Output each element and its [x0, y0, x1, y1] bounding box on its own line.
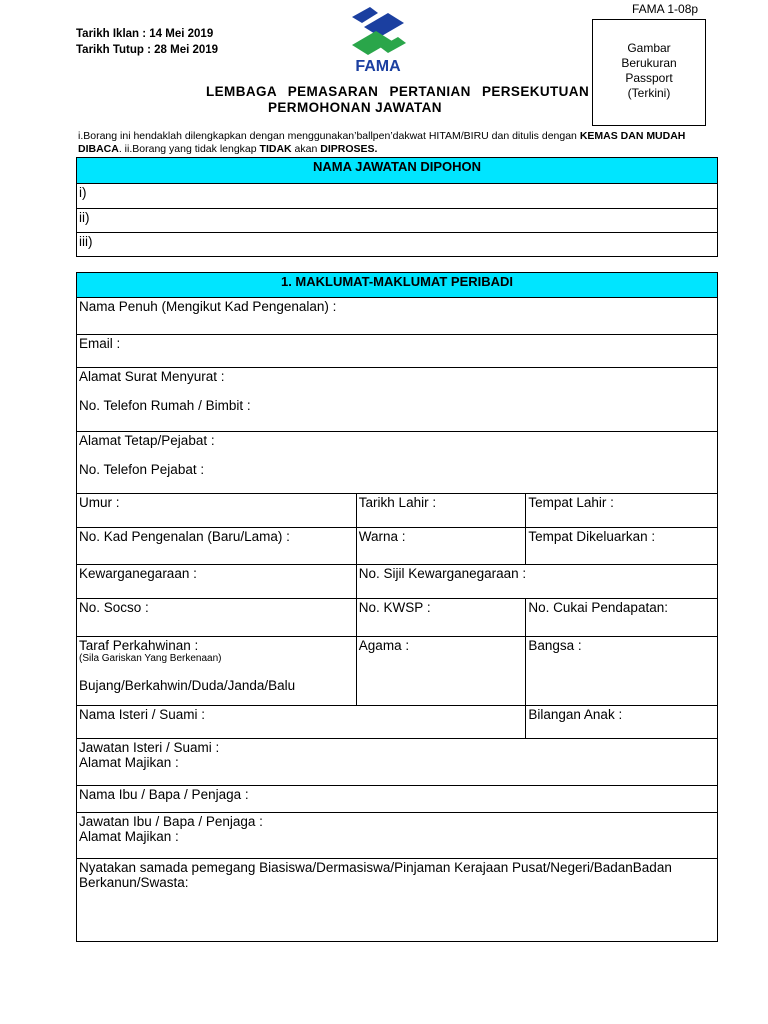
tempat-lahir-field[interactable]: [526, 494, 718, 528]
email-field[interactable]: [77, 335, 718, 368]
nama-penuh-label: Nama Penuh (Mengikut Kad Pengenalan) :: [79, 299, 337, 314]
telefon-pejabat-label: No. Telefon Pejabat :: [79, 462, 205, 477]
alamat-majikan-label: Alamat Majikan :: [79, 755, 179, 770]
jawatan-heading: NAMA JAWATAN DIPOHON: [77, 158, 718, 184]
nama-penuh-field[interactable]: [77, 298, 718, 335]
alamat-surat-field[interactable]: [77, 368, 718, 432]
nama-ibu-field[interactable]: [77, 786, 718, 813]
photo-box-line: (Terkini): [627, 85, 671, 100]
taraf-options: Bujang/Berkahwin/Duda/Janda/Balu: [79, 678, 296, 693]
title-line1: LEMBAGA PEMASARAN PERTANIAN PERSEKUTUAN: [206, 84, 590, 99]
peribadi-table: [76, 272, 718, 942]
page-title: [206, 84, 589, 116]
fama-logo: [348, 5, 408, 73]
tarikh-lahir-field[interactable]: [356, 494, 526, 528]
title-line2: PERMOHONAN JAWATAN: [268, 100, 442, 115]
warna-field[interactable]: [356, 528, 526, 565]
photo-box-line: Gambar: [627, 40, 671, 55]
agama-label: Agama :: [358, 638, 410, 653]
jawatan-table: [76, 157, 718, 257]
jawatan-isteri-label: Jawatan Isteri / Suami :: [79, 740, 220, 755]
tempat-lahir-label: Tempat Lahir :: [528, 495, 614, 510]
instr-part1: i.Borang ini hendaklah dilengkapkan dengan menggunakan’ballpen’dakwat HITAM/BIRU dan ditulis dengan: [78, 130, 580, 142]
bangsa-field[interactable]: [526, 637, 718, 706]
biasiswa-field[interactable]: [77, 859, 718, 942]
sijil-kewarganegaraan-label: No. Sijil Kewarganegaraan :: [358, 566, 527, 581]
jawatan-row-1[interactable]: [77, 184, 718, 209]
biasiswa-label: Nyatakan samada pemegang Biasiswa/Dermasiswa/Pinjaman Kerajaan Pusat/Negeri/BadanBadan Berkanun/Swasta:: [79, 860, 672, 890]
tarikh-lahir-label: Tarikh Lahir :: [358, 495, 437, 510]
email-label: Email :: [79, 336, 121, 351]
instr-part3: akan: [291, 143, 321, 155]
instr-bold3: DIPROSES.: [320, 143, 378, 155]
nama-isteri-label: Nama Isteri / Suami :: [79, 707, 206, 722]
nama-ibu-label: Nama Ibu / Bapa / Penjaga :: [79, 787, 249, 802]
socso-field[interactable]: [77, 599, 357, 637]
kewarganegaraan-field[interactable]: [77, 565, 357, 599]
photo-box-line: Berukuran: [621, 55, 677, 70]
jawatan-row-label: i): [79, 185, 87, 200]
socso-label: No. Socso :: [79, 600, 149, 615]
sijil-kewarganegaraan-field[interactable]: [356, 565, 717, 599]
jawatan-row-2[interactable]: [77, 209, 718, 233]
tempat-dikeluarkan-label: Tempat Dikeluarkan :: [528, 529, 656, 544]
form-code: FAMA 1-08p: [632, 2, 699, 16]
alamat-tetap-field[interactable]: [77, 432, 718, 494]
logo-text: FAMA: [355, 58, 401, 73]
bilangan-anak-field[interactable]: [526, 706, 718, 739]
instr-bold1: KEMAS DAN MUDAH DIBACA: [78, 130, 686, 155]
taraf-note: (Sila Gariskan Yang Berkenaan): [79, 653, 222, 664]
umur-field[interactable]: [77, 494, 357, 528]
fama-logo-icon: [348, 5, 408, 73]
bilangan-anak-label: Bilangan Anak :: [528, 707, 623, 722]
dates-block: [76, 26, 218, 58]
jawatan-row-3[interactable]: [77, 233, 718, 257]
kwsp-label: No. KWSP :: [358, 600, 431, 615]
alamat-surat-label: Alamat Surat Menyurat :: [79, 369, 225, 384]
jawatan-isteri-field[interactable]: [77, 739, 718, 786]
kad-pengenalan-field[interactable]: [77, 528, 357, 565]
alamat-tetap-label: Alamat Tetap/Pejabat :: [79, 433, 215, 448]
taraf-field[interactable]: [77, 637, 357, 706]
kewarganegaraan-label: Kewarganegaraan :: [79, 566, 197, 581]
jawatan-row-label: iii): [79, 234, 93, 249]
photo-box: [592, 19, 706, 126]
cukai-field[interactable]: [526, 599, 718, 637]
alamat-majikan-label: Alamat Majikan :: [79, 829, 179, 844]
bangsa-label: Bangsa :: [528, 638, 582, 653]
kad-pengenalan-label: No. Kad Pengenalan (Baru/Lama) :: [79, 529, 290, 544]
photo-box-line: Passport: [625, 70, 673, 85]
instr-bold2: TIDAK: [259, 143, 292, 155]
umur-label: Umur :: [79, 495, 120, 510]
jawatan-row-label: ii): [79, 210, 90, 225]
tarikh-tutup: Tarikh Tutup : 28 Mei 2019: [76, 44, 219, 56]
warna-label: Warna :: [358, 529, 406, 544]
kwsp-field[interactable]: [356, 599, 526, 637]
nama-isteri-field[interactable]: [77, 706, 526, 739]
cukai-label: No. Cukai Pendapatan:: [528, 600, 668, 615]
tarikh-iklan: Tarikh Iklan : 14 Mei 2019: [76, 28, 214, 40]
jawatan-ibu-field[interactable]: [77, 813, 718, 859]
jawatan-ibu-label: Jawatan Ibu / Bapa / Penjaga :: [79, 814, 263, 829]
taraf-label: Taraf Perkahwinan :: [79, 638, 199, 653]
agama-field[interactable]: [356, 637, 526, 706]
instructions: [78, 130, 688, 156]
tempat-dikeluarkan-field[interactable]: [526, 528, 718, 565]
peribadi-heading: 1. MAKLUMAT-MAKLUMAT PERIBADI: [77, 273, 718, 298]
telefon-rumah-label: No. Telefon Rumah / Bimbit :: [79, 398, 251, 413]
instr-part2: . ii.Borang yang tidak lengkap: [118, 143, 260, 155]
